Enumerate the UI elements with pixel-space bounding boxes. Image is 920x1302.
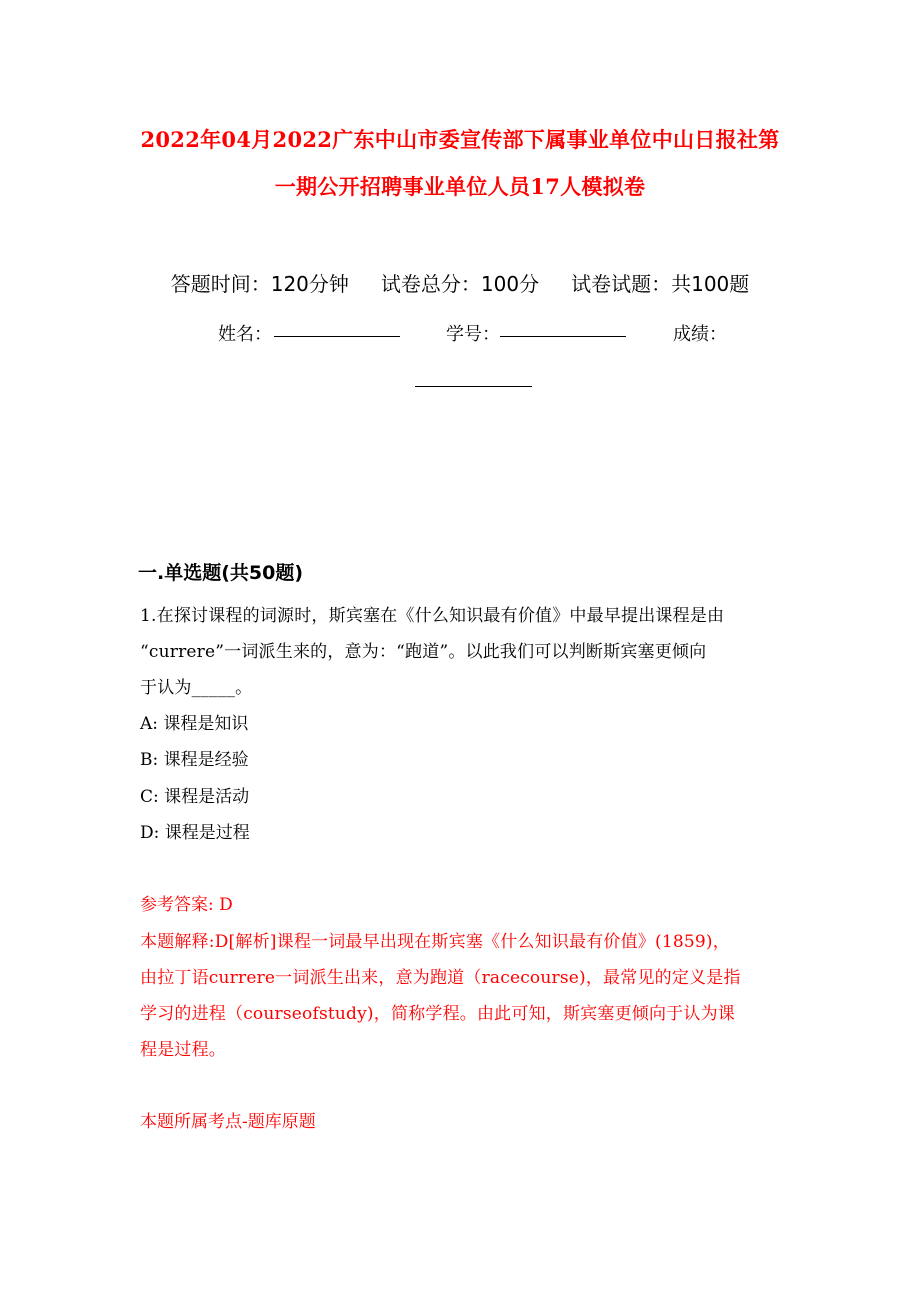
- section-heading: 一.单选题(共50题): [138, 562, 304, 584]
- option-d: D: 课程是过程: [140, 823, 250, 843]
- option-c: C: 课程是活动: [140, 787, 250, 807]
- question-stem-line: 1.在探讨课程的词源时，斯宾塞在《什么知识最有价值》中最早提出课程是由: [140, 606, 725, 626]
- option-b: B: 课程是经验: [140, 750, 249, 770]
- score-label: 成绩：: [673, 324, 727, 345]
- question-source: 本题所属考点-题库原题: [140, 1112, 316, 1132]
- exam-total-score: 试卷总分：100分: [380, 272, 540, 296]
- name-label: 姓名：: [218, 324, 272, 345]
- exam-time: 答题时间：120分钟: [170, 272, 349, 296]
- explanation-line: 本题解释:D[解析]课程一词最早出现在斯宾塞《什么知识最有价值》(1859)，: [140, 932, 730, 952]
- student-id-blank[interactable]: [500, 336, 626, 337]
- reference-answer: 参考答案: D: [140, 895, 233, 915]
- question-stem-line: “currere”一词派生来的，意为：“跑道”。以此我们可以判断斯宾塞更倾向: [140, 642, 707, 662]
- exam-question-count: 试卷试题：共100题: [571, 272, 750, 296]
- option-a: A: 课程是知识: [140, 714, 249, 734]
- exam-title-line-1: 2022年04月2022广东中山市委宣传部下属事业单位中山日报社第: [140, 127, 780, 152]
- explanation-line: 学习的进程（courseofstudy)，简称学程。由此可知，斯宾塞更倾向于认为课: [140, 1004, 735, 1024]
- student-id-label: 学号：: [446, 324, 500, 345]
- question-stem-line: 于认为_____。: [140, 678, 253, 698]
- exam-info-row: [0, 268, 920, 297]
- exam-title-line-2: 一期公开招聘事业单位人员17人模拟卷: [274, 174, 646, 199]
- score-blank[interactable]: [415, 386, 532, 387]
- explanation-line: 程是过程。: [140, 1040, 226, 1060]
- name-blank[interactable]: [274, 336, 400, 337]
- explanation-line: 由拉丁语currere一词派生出来，意为跑道（racecourse)，最常见的定义是指: [140, 968, 741, 988]
